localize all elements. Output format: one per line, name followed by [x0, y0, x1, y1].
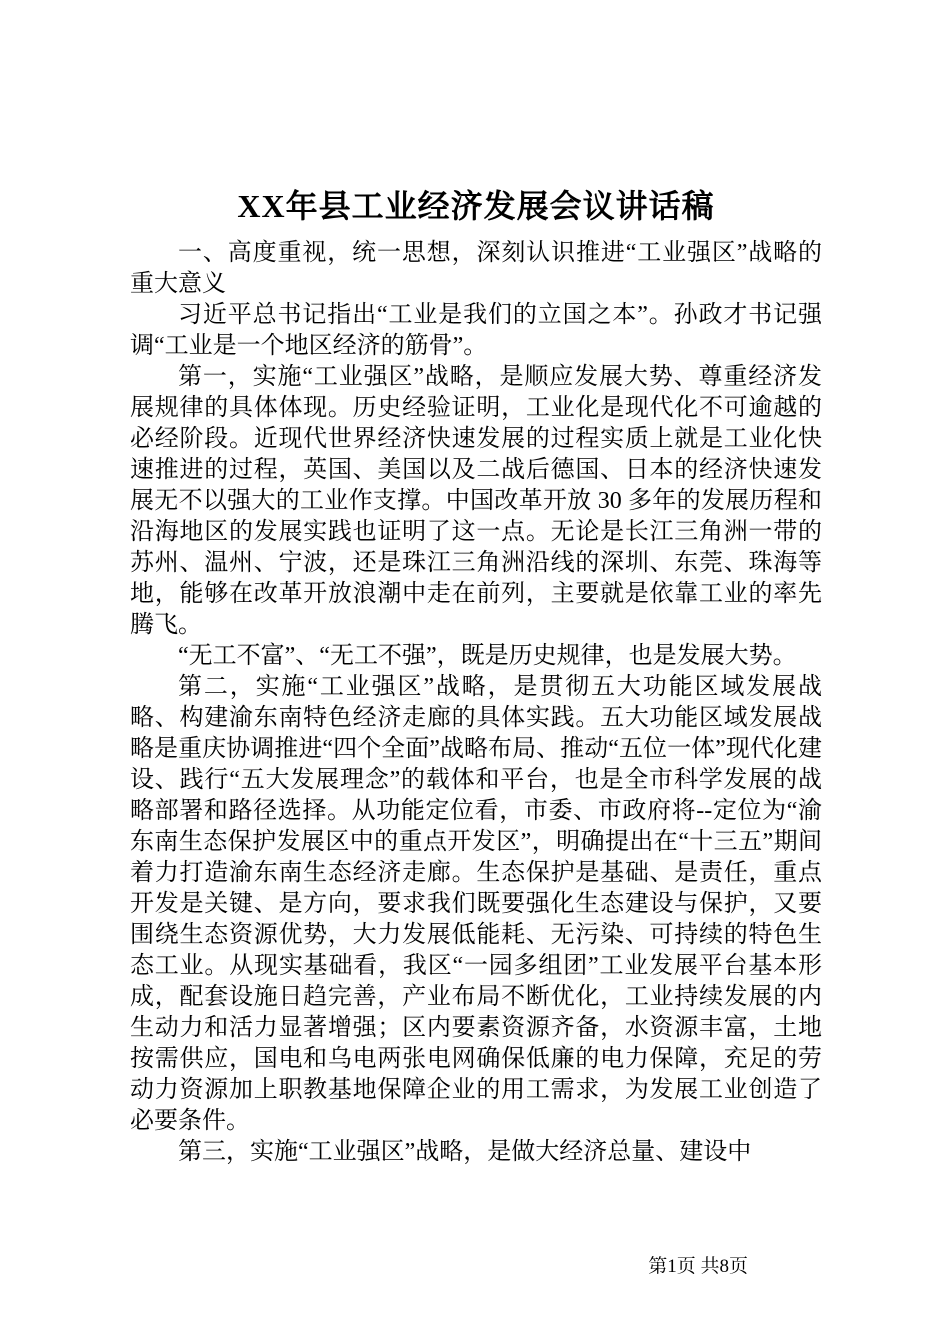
document-body: [130, 238, 822, 1168]
paragraph: 第一，实施“工业强区”战略，是顺应发展大势、尊重经济发展规律的具体体现。历史经验证明，工业化是现代化不可逾越的必经阶段。近现代世界经济快速发展的过程实质上就是工业化快速推进的过程，英国、美国以及二战后德国、日本的经济快速发展无不以强大的工业作支撑。中国改革开放 30 多年的发展历程和沿海地区的发展实践也证明了这一点。无论是长江三角洲一带的苏州、温州、宁波，还是珠江三角洲沿线的深圳、东莞、珠海等地，能够在改革开放浪潮中走在前列，主要就是依靠工业的率先腾飞。: [130, 364, 822, 638]
paragraph: 第二，实施“工业强区”战略，是贯彻五大功能区域发展战略、构建渝东南特色经济走廊的具体实践。五大功能区域发展战略是重庆协调推进“四个全面”战略布局、推动“五位一体”现代化建设、践行“五大发展理念”的载体和平台，也是全市科学发展的战略部署和路径选择。从功能定位看，市委、市政府将--定位为“渝东南生态保护发展区中的重点开发区”，明确提出在“十三五”期间着力打造渝东南生态经济走廊。生态保护是基础、是责任，重点开发是关键、是方向，要求我们既要强化生态建设与保护，又要围绕生态资源优势，大力发展低能耗、无污染、可持续的特色生态工业。从现实基础看，我区“一园多组团”工业发展平台基本形成，配套设施日趋完善，产业布局不断优化，工业持续发展的内生动力和活力显著增强；区内要素资源齐备，水资源丰富，土地按需供应，国电和乌电两张电网确保低廉的电力保障，充足的劳动力资源加上职教基地保障企业的用工需求，为发展工业创造了必要条件。: [130, 674, 822, 1134]
paragraph: “无工不富”、“无工不强”，既是历史规律，也是发展大势。: [178, 643, 797, 669]
paragraph: 第三，实施“工业强区”战略，是做大经济总量、建设中: [178, 1139, 752, 1165]
document-title: XX年县工业经济发展会议讲话稿: [237, 188, 715, 224]
paragraph: 一、高度重视，统一思想，深刻认识推进“工业强区”战略的重大意义: [130, 240, 822, 297]
page-number: 第1页 共8页: [648, 1256, 748, 1277]
paragraph: 习近平总书记指出“工业是我们的立国之本”。孙政才书记强调“工业是一个地区经济的筋骨”。: [130, 302, 822, 359]
